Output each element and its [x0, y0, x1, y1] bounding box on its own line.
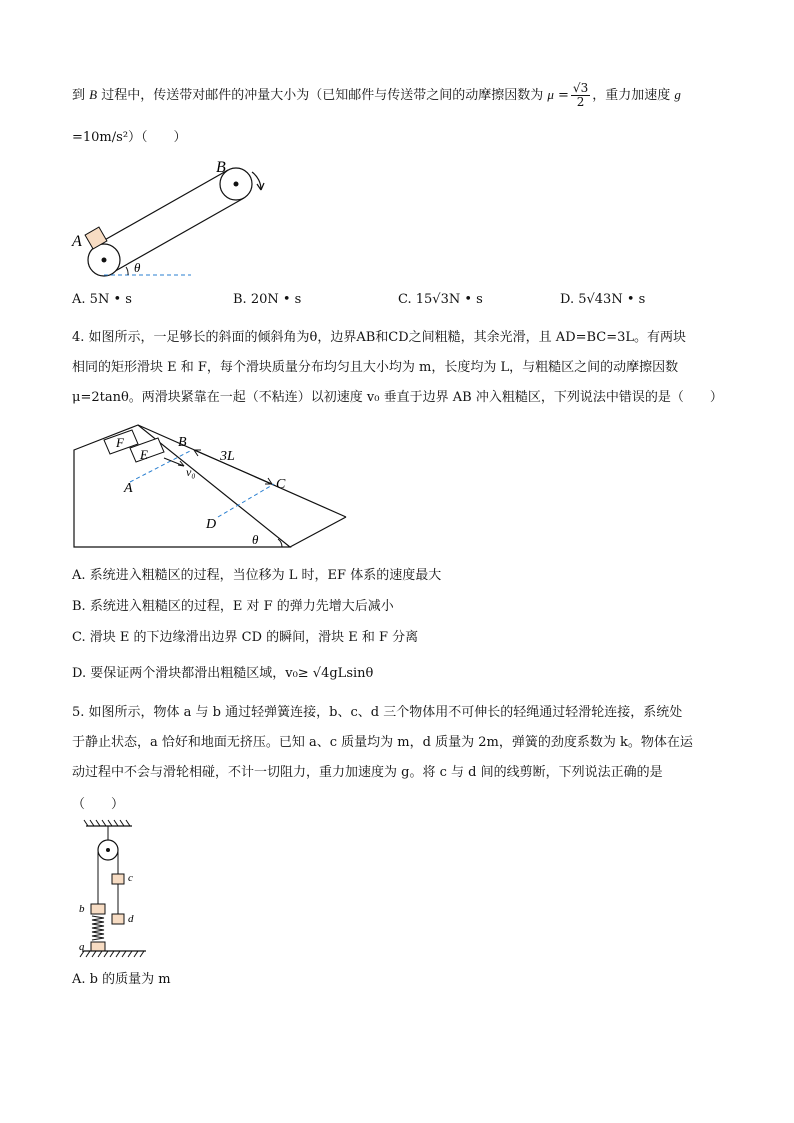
block-a: [91, 942, 105, 951]
q3-line1: 到 B 过程中，传送带对邮件的冲量大小为（已知邮件与传送带之间的动摩擦因数为 μ = $\frac{√3}{2}$ ，重力加速度 g: [72, 81, 681, 109]
q3-option-c[interactable]: C. 15√3N • s: [398, 292, 483, 307]
label-D: D: [206, 517, 217, 532]
q3-option-a[interactable]: A. 5N • s: [72, 292, 132, 307]
belt-top: [94, 170, 228, 246]
q3-line2: =10m/s²）（ ）: [72, 130, 187, 145]
label-B4: B: [178, 435, 187, 450]
q4-option-a[interactable]: A. 系统进入粗糙区的过程，当位移为 L 时，EF 体系的速度最大: [72, 568, 442, 583]
label-b: b: [79, 903, 85, 915]
q4-option-b[interactable]: B. 系统进入粗糙区的过程，E 对 F 的弹力先增大后减小: [72, 599, 394, 614]
label-A4: A: [124, 481, 133, 496]
q3-option-d[interactable]: D. 5√43N • s: [560, 292, 646, 307]
label-B: B: [216, 159, 226, 176]
label-a: a: [79, 941, 85, 953]
label-theta: θ: [134, 260, 141, 275]
label-d: d: [128, 913, 134, 925]
label-C: C: [276, 477, 286, 492]
label-theta4: θ: [252, 532, 259, 547]
q4-line1: 4. 如图所示，一足够长的斜面的倾斜角为θ，边界AB和CD之间粗糙，其余光滑，且 AD=BC=3L。有两块: [72, 330, 687, 345]
q5-line4: （ ）: [72, 797, 125, 812]
label-E: E: [140, 447, 148, 462]
conveyor-figure: [66, 150, 286, 280]
q4-line2: 相同的矩形滑块 E 和 F，每个滑块质量分布均匀且大小均为 m，长度均为 L，与粗糙区之间的动摩擦因数: [72, 360, 679, 375]
q4-option-c[interactable]: C. 滑块 E 的下边缘滑出边界 CD 的瞬间，滑块 E 和 F 分离: [72, 630, 419, 645]
mu-fraction: $\frac{√3}{2}$: [572, 81, 589, 109]
label-A: A: [72, 233, 82, 250]
q5-option-a[interactable]: A. b 的质量为 m: [72, 972, 171, 987]
spring: [92, 916, 104, 940]
label-3l: 3L: [220, 449, 235, 464]
block-b: [91, 904, 105, 914]
q4-line3: μ=2tanθ。两滑块紧靠在一起（不粘连）以初速度 v₀ 垂直于边界 AB 冲入粗糙区，下列说法中错误的是（ ）: [72, 390, 723, 405]
q3-option-b[interactable]: B. 20N • s: [233, 292, 302, 307]
q5-line1: 5. 如图所示，物体 a 与 b 通过轻弹簧连接，b、c、d 三个物体用不可伸长的轻绳通过轻滑轮连接，系统处: [72, 705, 683, 720]
q4-option-d[interactable]: D. 要保证两个滑块都滑出粗糙区域，v₀≥ √4gLsinθ: [72, 666, 374, 681]
q5-line2: 于静止状态，a 恰好和地面无挤压。已知 a、c 质量均为 m，d 质量为 2m，弹簧的劲度系数为 k。物体在运: [72, 735, 693, 750]
label-v0: v₀: [186, 465, 196, 479]
label-c: c: [128, 872, 133, 884]
label-F: F: [116, 435, 124, 450]
belt-bottom: [110, 198, 244, 274]
pulley-figure: [70, 818, 160, 963]
q5-line3: 动过程中不会与滑轮相碰，不计一切阻力，重力加速度为 g。将 c 与 d 间的线剪断，下列说法正确的是: [72, 765, 663, 780]
incline-figure: [68, 420, 358, 555]
block-d: [112, 914, 124, 924]
block-c: [112, 874, 124, 884]
